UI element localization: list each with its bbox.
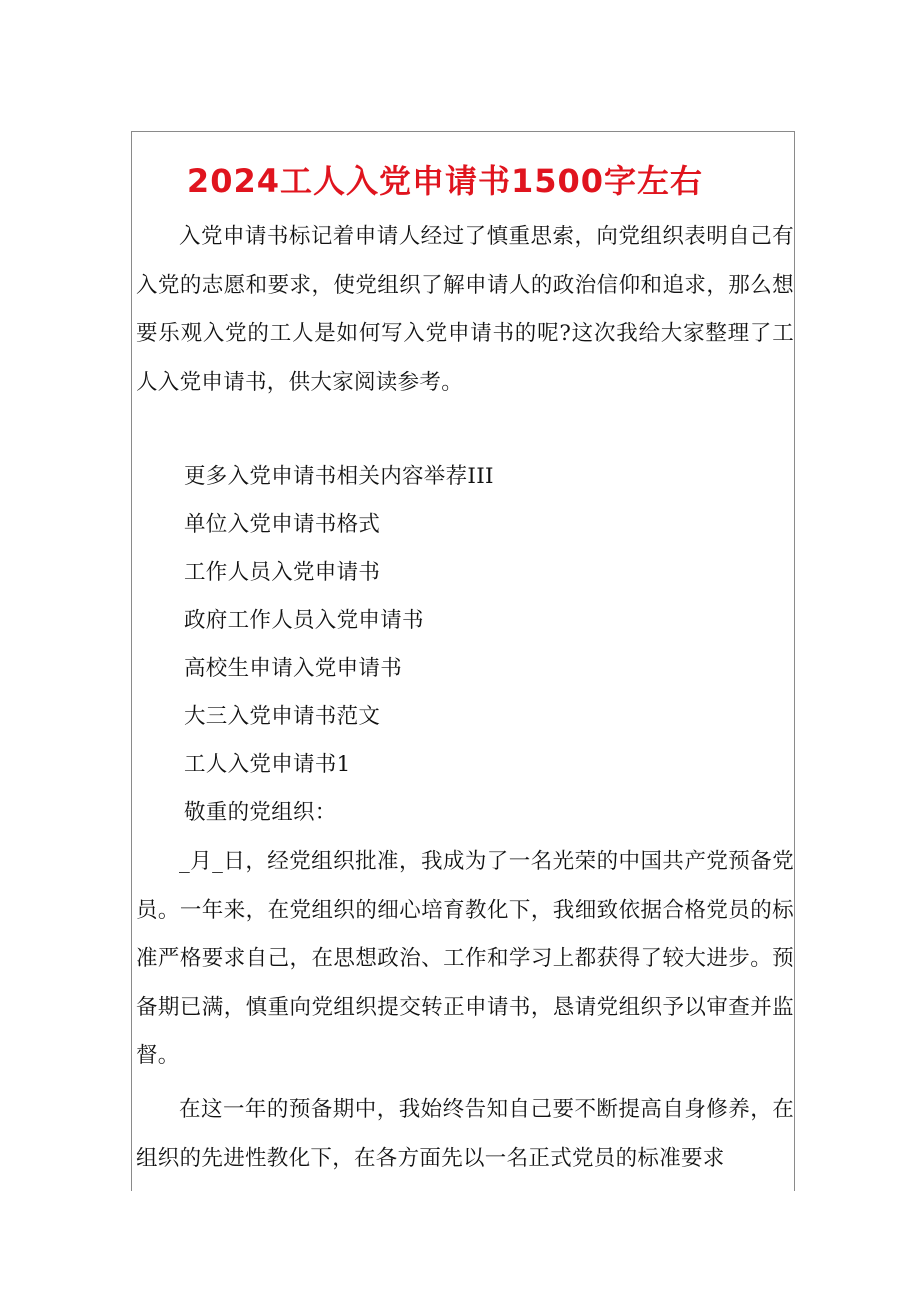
related-link-5[interactable]: 大三入党申请书范文 [184, 704, 381, 729]
intro-paragraph: 入党申请书标记着申请人经过了慎重思索，向党组织表明自己有入党的志愿和要求，使党组织了解申请人的政治信仰和追求，那么想要乐观入党的工人是如何写入党申请书的呢?这次我给大家整理了工人入党申请书，供大家阅读参考。 [136, 224, 794, 395]
recommend-heading: 更多入党申请书相关内容举荐III [184, 464, 494, 489]
related-link-4[interactable]: 高校生申请入党申请书 [184, 656, 403, 681]
related-link-3[interactable]: 政府工作人员入党申请书 [184, 608, 424, 633]
related-link-1[interactable]: 单位入党申请书格式 [184, 512, 381, 537]
related-link-2[interactable]: 工作人员入党申请书 [184, 560, 381, 585]
document-title: 2024工人入党申请书1500字左右 [186, 162, 704, 201]
section-title: 工人入党申请书1 [184, 752, 351, 777]
salutation: 敬重的党组织： [184, 800, 337, 825]
body-paragraph: 在这一年的预备期中，我始终告知自己要不断提高自身修养，在组织的先进性教化下，在各方面先以一名正式党员的标准要求 [136, 1097, 794, 1171]
body-paragraph: _月_日，经党组织批准，我成为了一名光荣的中国共产党预备党员。一年来，在党组织的细心培育教化下，我细致依据合格党员的标准严格要求自己，在思想政治、工作和学习上都获得了较大进步。预备期已满，慎重向党组织提交转正申请书，恳请党组织予以审查并监督。 [136, 849, 794, 1068]
